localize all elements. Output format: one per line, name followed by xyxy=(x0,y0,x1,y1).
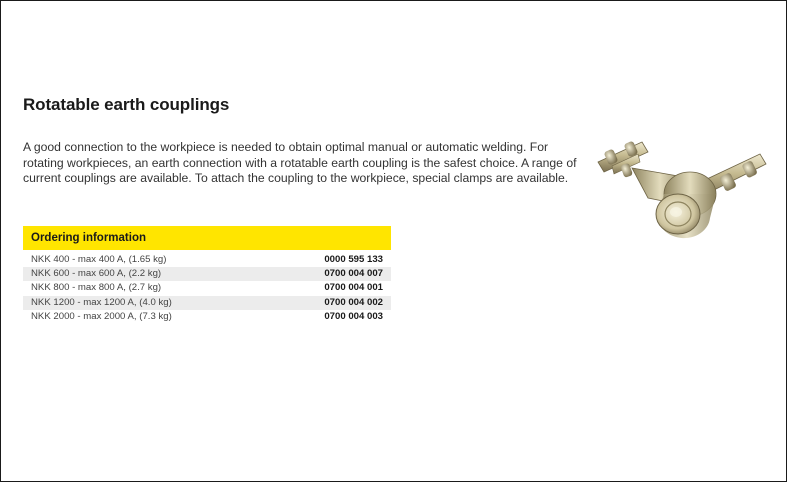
row-description: NKK 1200 - max 1200 A, (4.0 kg) xyxy=(31,296,172,308)
row-code: 0700 004 001 xyxy=(324,282,383,294)
row-description: NKK 800 - max 800 A, (2.7 kg) xyxy=(31,282,162,294)
ordering-table xyxy=(23,226,391,324)
row-code: 0700 004 002 xyxy=(324,296,383,308)
ordering-header: Ordering information xyxy=(23,226,391,250)
row-code: 0700 004 003 xyxy=(324,310,383,322)
table-row xyxy=(23,253,391,267)
row-description: NKK 400 - max 400 A, (1.65 kg) xyxy=(31,254,167,265)
earth-coupling-image xyxy=(592,122,777,250)
table-row xyxy=(23,296,391,310)
table-row xyxy=(23,281,391,295)
row-code: 0700 004 007 xyxy=(324,268,383,280)
table-row xyxy=(23,267,391,281)
page-title: Rotatable earth couplings xyxy=(23,95,230,114)
row-description: NKK 600 - max 600 A, (2.2 kg) xyxy=(31,268,162,280)
row-description: NKK 2000 - max 2000 A, (7.3 kg) xyxy=(31,310,172,322)
row-code: 0000 595 133 xyxy=(324,254,383,265)
product-description: A good connection to the workpiece is needed to obtain optimal manual or automatic welding. For rotating workpieces, an earth connection with a rotatable earth coupling is the safest choice. A range of current couplings are available. To attach the coupling to the workpiece, special clamps are available. xyxy=(23,140,577,186)
table-row xyxy=(23,310,391,324)
